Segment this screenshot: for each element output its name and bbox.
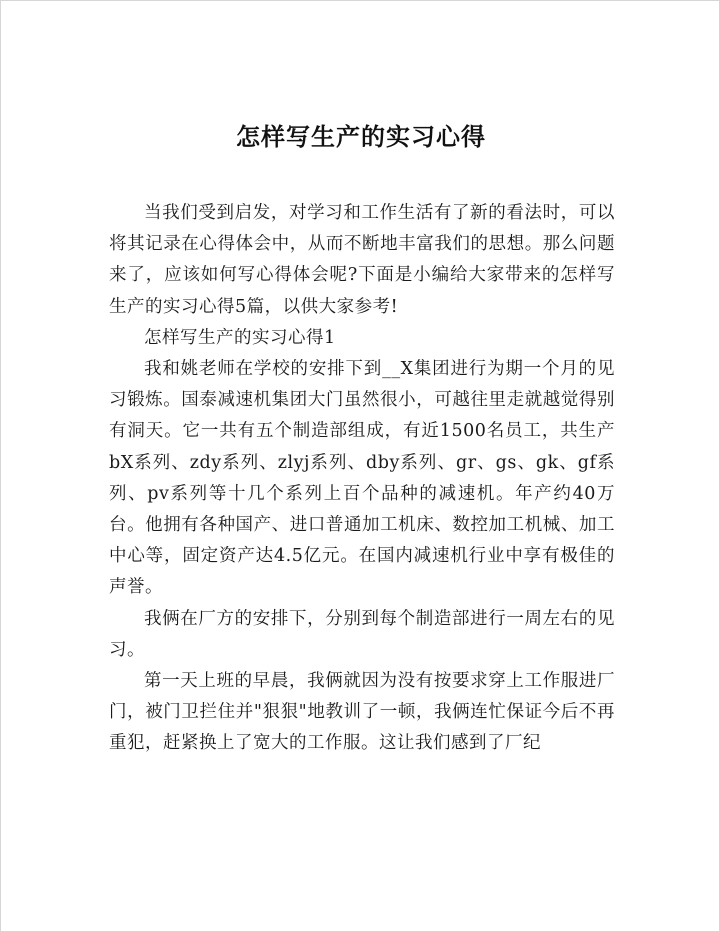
body-paragraph: 我俩在厂方的安排下，分别到每个制造部进行一周左右的见习。 bbox=[109, 608, 615, 660]
body-paragraph: 第一天上班的早晨，我俩就因为没有按要求穿上工作服进厂门，被门卫拦住并"狠狠"地教训了一顿，我俩连忙保证今后不再重犯，赶紧换上了宽大的工作服。这让我们感到了厂纪 bbox=[109, 671, 615, 754]
body-paragraph: 我和姚老师在学校的安排下到__X集团进行为期一个月的见习锻炼。国泰减速机集团大门虽然很小，可越往里走就越觉得别有洞天。它一共有五个制造部组成，有近1500名员工，共生产bX系列、zdy系列、zlyj系列、dby系列、gr、gs、gk、gf系列、pv系列等十几个系列上百个品种的减速机。年产约40万台。他拥有各种国产、进口普通加工机床、数控加工机械、加工中心等，固定资产达4.5亿元。在国内减速机行业中享有极佳的声誉。 bbox=[109, 359, 615, 598]
document-title: 怎样写生产的实习心得 bbox=[236, 123, 486, 151]
section-heading: 怎样写生产的实习心得1 bbox=[144, 327, 336, 348]
document-body bbox=[109, 198, 615, 760]
intro-paragraph: 当我们受到启发，对学习和工作生活有了新的看法时，可以将其记录在心得体会中，从而不断地丰富我们的思想。那么问题来了，应该如何写心得体会呢?下面是小编给大家带来的怎样写生产的实习心得5篇，以供大家参考! bbox=[109, 203, 615, 317]
